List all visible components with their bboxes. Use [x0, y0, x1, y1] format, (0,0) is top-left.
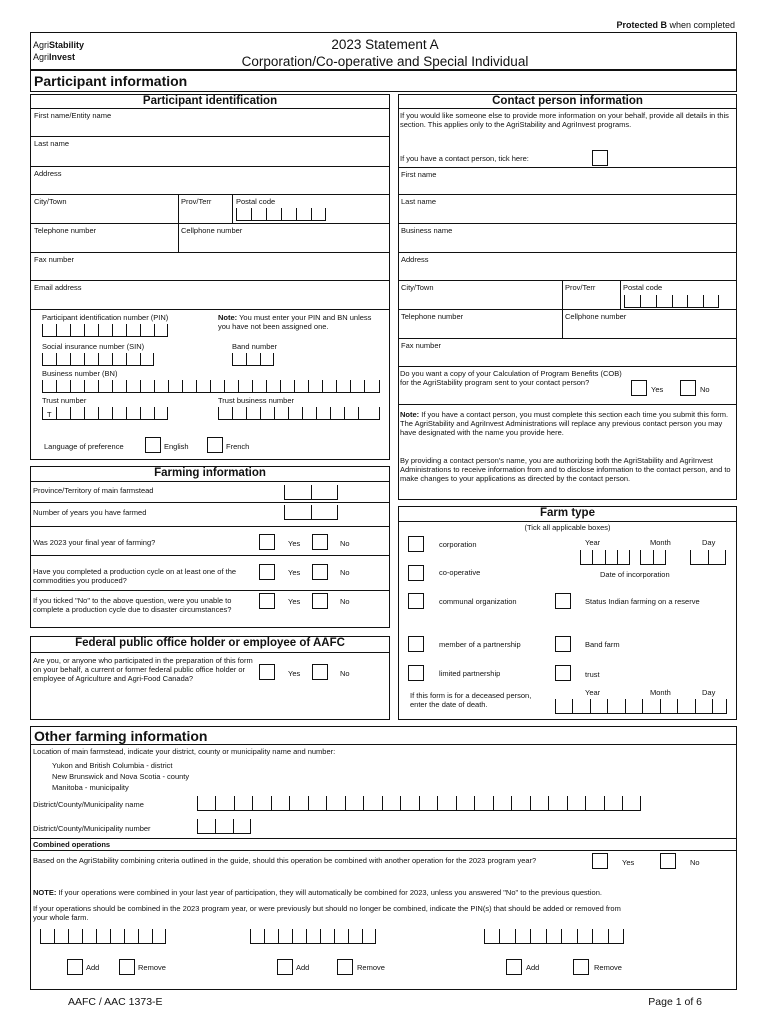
farm-type-box — [398, 506, 737, 720]
pin-2-add-label: Add — [296, 963, 310, 972]
pin-1-remove-checkbox[interactable] — [119, 959, 135, 975]
contact-cellphone-field[interactable]: Cellphone number — [565, 312, 627, 321]
pin-2-remove-label: Remove — [357, 963, 385, 972]
corporation-checkbox[interactable] — [408, 536, 424, 552]
pin-3-remove-label: Remove — [594, 963, 622, 972]
federal-yes-label: Yes — [288, 669, 301, 678]
death-day-label: Day — [702, 688, 716, 697]
incorp-month-label: Month — [650, 538, 671, 547]
federal-yes-checkbox[interactable] — [259, 664, 275, 680]
contact-person-title: Contact person information — [492, 95, 643, 107]
telephone-field[interactable]: Telephone number — [34, 226, 97, 235]
contact-authorization: By providing a contact person's name, you are authorizing both the AgriStability and AgriInvest Administrations to receive information from and to disclose information to the contact person, and to make changes to your applications as directed by the contact person. — [400, 456, 731, 483]
trust-checkbox[interactable] — [555, 665, 571, 681]
production-cycle-yes-label: Yes — [288, 568, 301, 577]
pin-3-add-checkbox[interactable] — [506, 959, 522, 975]
contact-telephone-field[interactable]: Telephone number — [401, 312, 464, 321]
pin-3-remove-checkbox[interactable] — [573, 959, 589, 975]
federal-title: Federal public office holder or employee of AAFC — [75, 637, 345, 649]
participant-identification-title: Participant identification — [142, 95, 278, 107]
partnership-checkbox[interactable] — [408, 636, 424, 652]
protected-notice: Protected B when completed — [616, 20, 735, 30]
combined-no-checkbox[interactable] — [660, 853, 676, 869]
sin-input[interactable] — [42, 354, 154, 366]
pin-note: Note: You must enter your PIN and BN unless you have not been assigned one. — [218, 313, 372, 331]
band-label: Band number — [232, 342, 278, 351]
english-label: English — [164, 442, 189, 451]
band-farm-label: Band farm — [585, 640, 620, 649]
contact-fax-field[interactable]: Fax number — [401, 341, 442, 350]
cob-no-checkbox[interactable] — [680, 380, 696, 396]
contact-address-field[interactable]: Address — [401, 255, 429, 264]
pin-input[interactable] — [42, 325, 168, 337]
cob-yes-checkbox[interactable] — [631, 380, 647, 396]
location-instructions: Location of main farmstead, indicate your district, county or municipality name and number: — [33, 747, 336, 756]
cooperative-checkbox[interactable] — [408, 565, 424, 581]
final-year-question: Was 2023 your final year of farming? — [33, 538, 156, 547]
pin-1-remove-label: Remove — [138, 963, 166, 972]
other-farming-title: Other farming information — [34, 728, 208, 744]
trust-business-label: Trust business number — [218, 396, 295, 405]
fax-field[interactable]: Fax number — [34, 255, 75, 264]
incorp-day-label: Day — [702, 538, 716, 547]
production-cycle-no-label: No — [340, 568, 350, 577]
program-agriinvest: AgriInvest — [33, 52, 76, 62]
contact-last-name-field[interactable]: Last name — [401, 197, 437, 206]
page-number: Page 1 of 6 — [648, 996, 702, 1008]
contact-city-field[interactable]: City/Town — [401, 283, 434, 292]
death-year-label: Year — [585, 688, 601, 697]
combined-no-label: No — [690, 858, 700, 867]
address-field[interactable]: Address — [34, 169, 62, 178]
final-year-no-label: No — [340, 539, 350, 548]
manitoba-note: Manitoba - municipality — [52, 783, 129, 792]
trust-prefix: T — [47, 410, 52, 419]
district-name-label: District/County/Municipality name — [33, 800, 144, 809]
production-cycle-no-checkbox[interactable] — [312, 564, 328, 580]
form-title: 2023 Statement A — [331, 37, 439, 52]
incorp-year-input[interactable] — [580, 551, 630, 565]
contact-prov-field[interactable]: Prov/Terr — [565, 283, 596, 292]
contact-tick-label: If you have a contact person, tick here: — [400, 154, 529, 163]
corporation-label: corporation — [439, 540, 477, 549]
contact-note: Note: If you have a contact person, you must complete this section each time you submit this form. The AgriStability and AgriInvest Administrations will replace any previous contact person you may have designated with the name you provide here. — [400, 410, 729, 437]
district-name-input[interactable] — [197, 797, 641, 811]
cob-question: Do you want a copy of your Calculation of Program Benefits (COB) for the AgriStability program sent to your contact person? — [400, 369, 622, 387]
trust-number-input[interactable] — [42, 408, 168, 420]
band-input[interactable] — [232, 354, 274, 366]
disaster-no-checkbox[interactable] — [312, 593, 328, 609]
combined-yes-label: Yes — [622, 858, 635, 867]
communal-label: communal organization — [439, 597, 517, 606]
province-label: Province/Territory of main farmstead — [33, 486, 154, 495]
production-cycle-question: Have you completed a production cycle on at least one of the commodities you produced? — [33, 567, 237, 585]
pin-2-add-checkbox[interactable] — [277, 959, 293, 975]
bn-input[interactable] — [42, 381, 380, 393]
combined-yes-checkbox[interactable] — [592, 853, 608, 869]
cellphone-field[interactable]: Cellphone number — [181, 226, 243, 235]
province-input[interactable] — [284, 486, 338, 500]
combined-pin-2-input[interactable] — [250, 930, 376, 944]
prov-field[interactable]: Prov/Terr — [181, 197, 212, 206]
band-farm-checkbox[interactable] — [555, 636, 571, 652]
limited-partnership-label: limited partnership — [439, 669, 501, 678]
nb-ns-note: New Brunswick and Nova Scotia - county — [52, 772, 190, 781]
production-cycle-yes-checkbox[interactable] — [259, 564, 275, 580]
last-name-field[interactable]: Last name — [34, 139, 70, 148]
deceased-label: If this form is for a deceased person, enter the date of death. — [410, 691, 532, 709]
trust-number-label: Trust number — [42, 396, 87, 405]
cooperative-label: co-operative — [439, 568, 481, 577]
incorp-year-label: Year — [585, 538, 601, 547]
yukon-bc-note: Yukon and British Columbia - district — [52, 761, 173, 770]
combined-note: NOTE: If your operations were combined in your last year of participation, they will automatically be combined for 2023, unless you answered "No" to the previous question. — [33, 888, 602, 897]
french-label: French — [226, 442, 250, 451]
pin-1-add-checkbox[interactable] — [67, 959, 83, 975]
city-field[interactable]: City/Town — [34, 197, 67, 206]
trust-business-input[interactable] — [218, 408, 380, 420]
language-label: Language of preference — [44, 442, 124, 451]
disaster-question: If you ticked "No" to the above question, were you unable to complete a production cycle due to disaster circumstances? — [33, 596, 232, 614]
pin-3-add-label: Add — [526, 963, 540, 972]
communal-checkbox[interactable] — [408, 593, 424, 609]
disaster-yes-label: Yes — [288, 597, 301, 606]
first-name-field[interactable]: First name/Entity name — [34, 111, 112, 120]
form-id: AAFC / AAC 1373-E — [68, 996, 163, 1008]
incorp-month-input[interactable] — [640, 551, 666, 565]
cob-yes-label: Yes — [651, 385, 664, 394]
combined-pin-1-input[interactable] — [40, 930, 166, 944]
contact-business-name-field[interactable]: Business name — [401, 226, 453, 235]
combined-question: Based on the AgriStability combining criteria outlined in the guide, should this operation be combined with another operation for the 2023 program year? — [33, 856, 537, 865]
form-subtitle: Corporation/Co-operative and Special Individual — [241, 54, 529, 69]
status-indian-label: Status Indian farming on a reserve — [585, 597, 700, 606]
final-year-yes-checkbox[interactable] — [259, 534, 275, 550]
pin-1-add-label: Add — [86, 963, 100, 972]
bn-label: Business number (BN) — [42, 369, 118, 378]
program-agristability: AgriStability — [33, 40, 85, 50]
combined-pin-3-input[interactable] — [484, 930, 624, 944]
contact-postal-field[interactable]: Postal code — [623, 283, 663, 292]
incorp-day-input[interactable] — [690, 551, 726, 565]
contact-person-checkbox[interactable] — [592, 150, 608, 166]
pin-label: Participant identification number (PIN) — [42, 313, 169, 322]
sin-label: Social insurance number (SIN) — [42, 342, 145, 351]
farming-information-title: Farming information — [154, 467, 266, 479]
french-checkbox[interactable] — [207, 437, 223, 453]
combined-operations-title: Combined operations — [33, 840, 111, 849]
contact-intro: If you would like someone else to provide more information on your behalf, provide all details in this section. This applies only to the AgriStability and AgriInvest programs. — [400, 111, 729, 129]
years-farmed-input[interactable] — [284, 506, 338, 520]
participant-section-title: Participant information — [34, 73, 188, 89]
district-number-input[interactable] — [197, 820, 251, 834]
cob-no-label: No — [700, 385, 710, 394]
federal-no-checkbox[interactable] — [312, 664, 328, 680]
farm-type-subtitle: (Tick all applicable boxes) — [524, 523, 611, 532]
pin-2-remove-checkbox[interactable] — [337, 959, 353, 975]
postal-code-field[interactable]: Postal code — [236, 197, 276, 206]
disaster-yes-checkbox[interactable] — [259, 593, 275, 609]
disaster-no-label: No — [340, 597, 350, 606]
federal-no-label: No — [340, 669, 350, 678]
date-incorporation-label: Date of incorporation — [600, 570, 670, 579]
contact-first-name-field[interactable]: First name — [401, 170, 437, 179]
final-year-yes-label: Yes — [288, 539, 301, 548]
trust-label: trust — [585, 670, 600, 679]
farm-type-title: Farm type — [540, 507, 595, 519]
death-date-input[interactable] — [555, 700, 727, 714]
final-year-no-checkbox[interactable] — [312, 534, 328, 550]
status-indian-checkbox[interactable] — [555, 593, 571, 609]
english-checkbox[interactable] — [145, 437, 161, 453]
district-number-label: District/County/Municipality number — [33, 824, 151, 833]
partnership-label: member of a partnership — [439, 640, 521, 649]
email-field[interactable]: Email address — [34, 283, 82, 292]
limited-partnership-checkbox[interactable] — [408, 665, 424, 681]
death-month-label: Month — [650, 688, 671, 697]
federal-question: Are you, or anyone who participated in the preparation of this form on your behalf, a current or former federal public office holder or employee of Agriculture and Agri-Food Canada? — [33, 656, 253, 683]
years-farmed-label: Number of years you have farmed — [33, 508, 147, 517]
pin-instructions: If your operations should be combined in the 2023 program year, or were previously but should no longer be combined, indicate the PIN(s) that should be added or removed from your whole farm. — [33, 904, 621, 922]
